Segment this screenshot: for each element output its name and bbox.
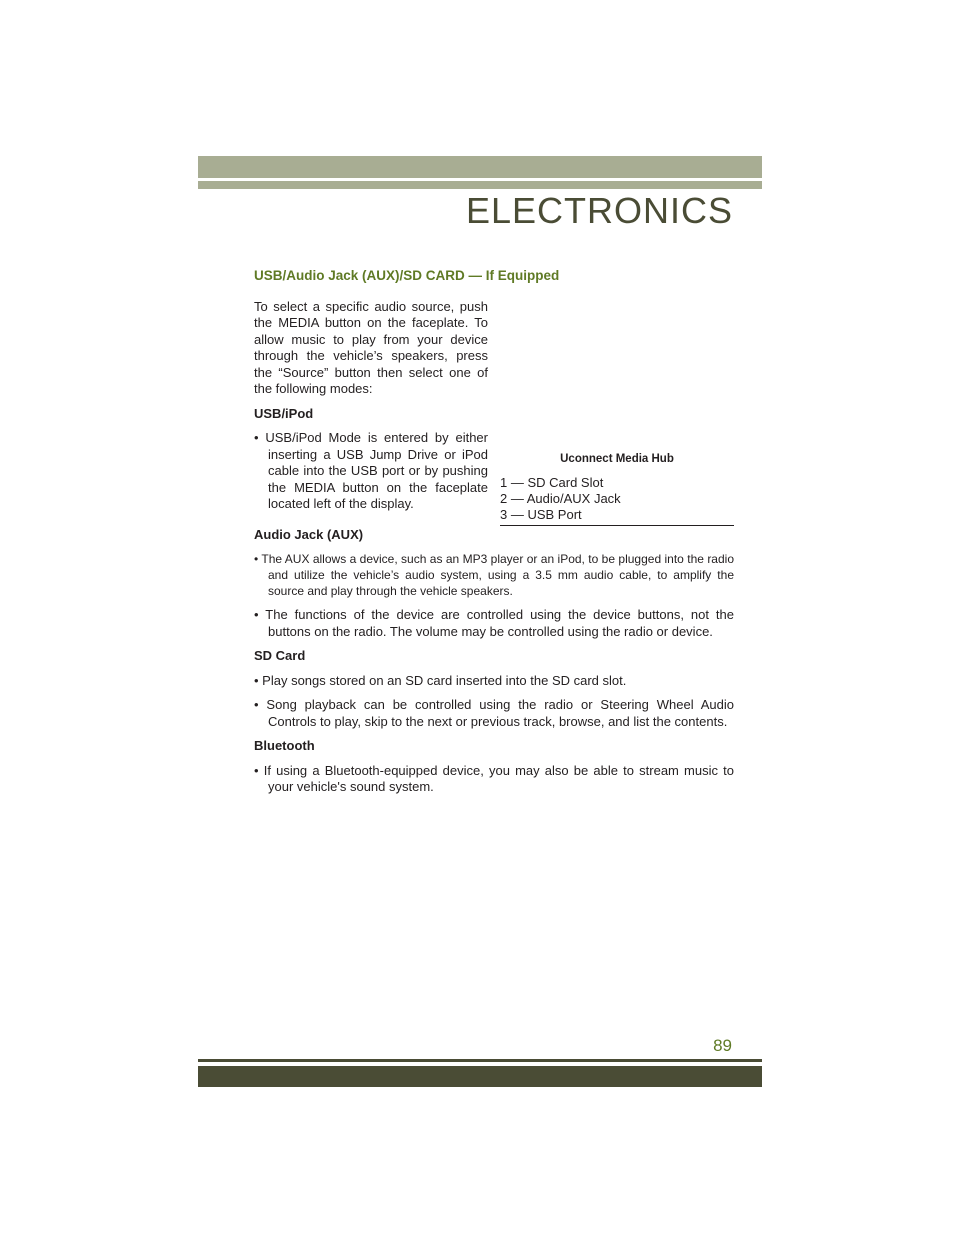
page-number: 89 <box>713 1036 732 1055</box>
legend-item: 2 — Audio/AUX Jack <box>500 490 621 506</box>
sd-heading: SD Card <box>254 648 306 663</box>
section-header: ELECTRONICS <box>465 190 733 231</box>
aux-bullet: • The functions of the device are controlled using the device buttons, not the buttons on the radio. The volume may be controlled using the radio or device. <box>254 607 734 639</box>
left-column <box>254 299 488 521</box>
aux-bullet: • The AUX allows a device, such as an MP3 player or an iPod, to be plugged into the radio and utilize the vehicle’s audio system, using a 3.5 mm audio cable, to amplify the source and play through the vehicle speakers. <box>254 552 734 598</box>
legend-item: 1 — SD Card Slot <box>500 474 604 490</box>
header-rule <box>198 181 762 189</box>
page-content <box>254 268 734 804</box>
usb-heading: USB/iPod <box>254 405 314 421</box>
two-column-area <box>254 299 734 521</box>
aux-heading: Audio Jack (AUX) <box>254 526 364 542</box>
intro-paragraph: To select a specific audio source, push the MEDIA button on the faceplate. To allow music to play from your device through the vehicle’s speakers, press the “Source” button then select one of the following modes: <box>254 298 488 396</box>
figure-area <box>500 299 734 521</box>
footer-rule <box>198 1059 762 1062</box>
footer-band <box>198 1066 762 1087</box>
usb-bullet: • USB/iPod Mode is entered by either inserting a USB Jump Drive or iPod cable into the USB port or by pushing the MEDIA button on the faceplate located left of the display. <box>254 430 488 511</box>
bluetooth-heading: Bluetooth <box>254 738 315 753</box>
section-title: USB/Audio Jack (AUX)/SD CARD — If Equipped <box>254 268 560 283</box>
figure-legend <box>500 475 734 526</box>
figure-caption: Uconnect Media Hub <box>560 452 674 465</box>
header-band <box>198 156 762 178</box>
legend-item: 3 — USB Port <box>500 506 582 522</box>
full-width-area <box>254 527 734 796</box>
sd-bullet: • Play songs stored on an SD card inserted into the SD card slot. <box>254 672 627 688</box>
bluetooth-bullet: • If using a Bluetooth-equipped device, you may also be able to stream music to your vehicle's sound system. <box>254 762 734 794</box>
sd-bullet: • Song playback can be controlled using the radio or Steering Wheel Audio Controls to play, skip to the next or previous track, browse, and list the contents. <box>254 697 734 729</box>
